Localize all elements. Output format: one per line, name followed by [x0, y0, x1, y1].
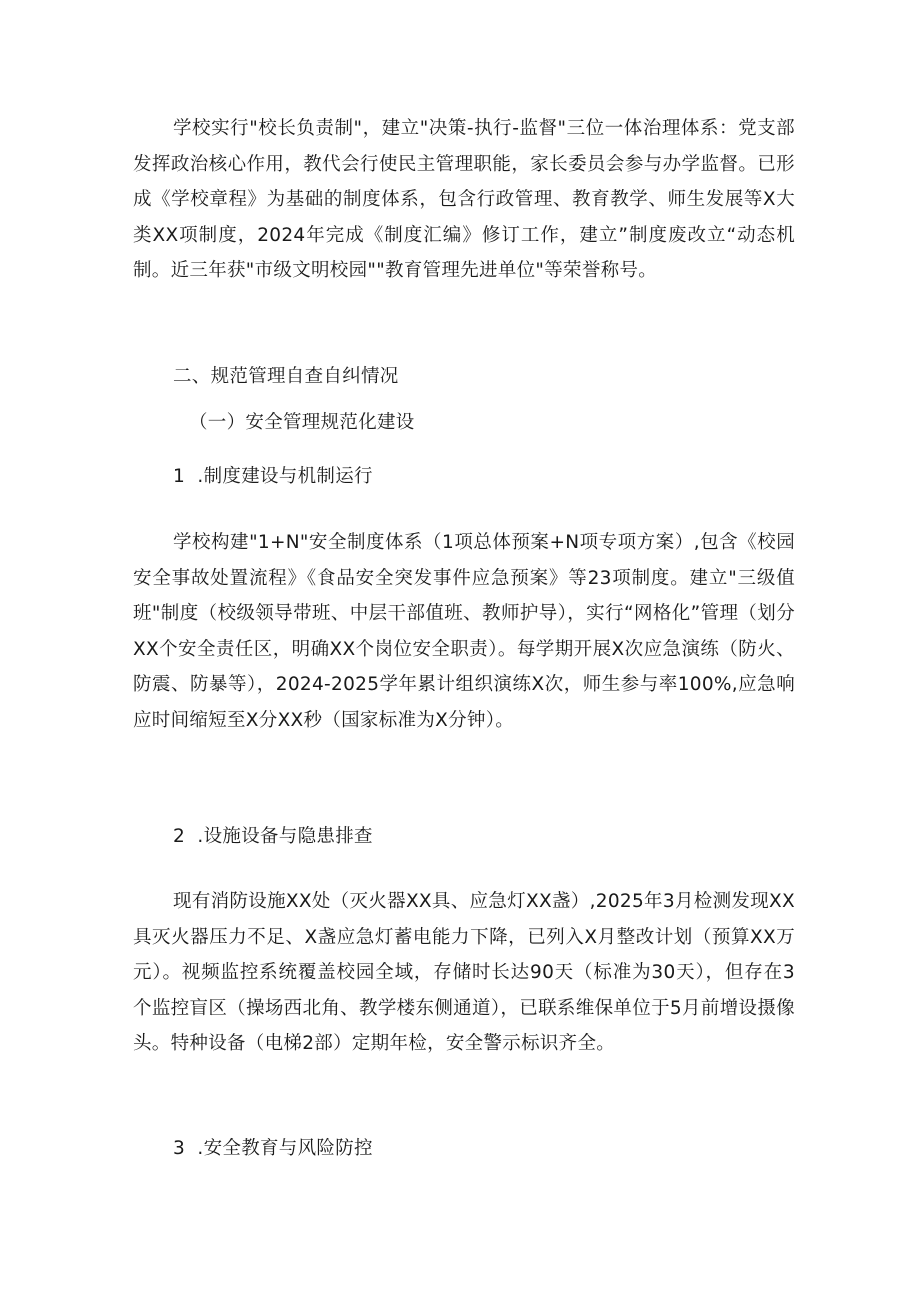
- item-2-title: 2 .设施设备与隐患排查: [173, 826, 373, 847]
- subsection-one-title: （一）安全管理规范化建设: [189, 412, 415, 433]
- item-1-paragraph: 学校构建"1+N"安全制度体系（1项总体预案+N项专项方案）,包含《校园安全事故处置流程》《食品安全突发事件应急预案》等23项制度。建立"三级值班"制度（校级领导带班、中层干部值班、教师护导），实行“网格化”管理（划分XX个安全责任区，明确XX个岗位安全职责）。每学期开展X次应急演练（防火、防震、防暴等），2024-2025学年累计组织演练X次，师生参与率100%,应急响应时间缩短至X分XX秒（国家标准为X分钟）。: [133, 532, 795, 731]
- section-two-title: 二、规范管理自查自纠情况: [173, 366, 399, 387]
- item-3-title: 3 .安全教育与风险防控: [173, 1138, 373, 1159]
- intro-paragraph: 学校实行"校长负责制"，建立"决策-执行-监督"三位一体治理体系：党支部发挥政治核心作用，教代会行使民主管理职能，家长委员会参与办学监督。已形成《学校章程》为基础的制度体系，包含行政管理、教育教学、师生发展等X大类XX项制度，2024年完成《制度汇编》修订工作，建立”制度废改立“动态机制。近三年获"市级文明校园""教育管理先进单位"等荣誉称号。: [133, 118, 795, 281]
- item-2-paragraph: 现有消防设施XX处（灭火器XX具、应急灯XX盏）,2025年3月检测发现XX具灭火器压力不足、X盏应急灯蓄电能力下降，已列入X月整改计划（预算XX万元）。视频监控系统覆盖校园全域，存储时长达90天（标准为30天），但存在3个监控盲区（操场西北角、教学楼东侧通道），已联系维保单位于5月前增设摄像头。特种设备（电梯2部）定期年检，安全警示标识齐全。: [133, 891, 795, 1054]
- item-1-title: 1 .制度建设与机制运行: [173, 466, 373, 487]
